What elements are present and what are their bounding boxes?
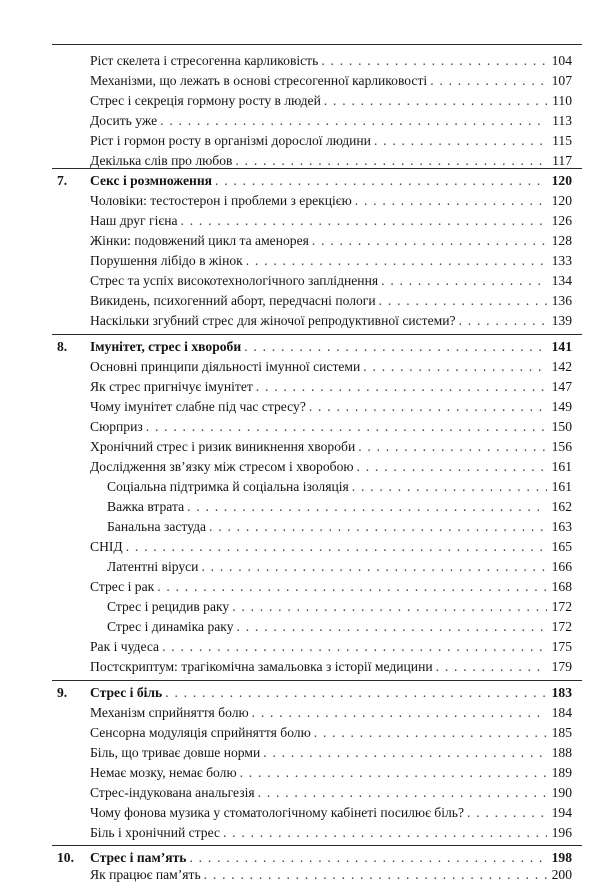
entry-page: 168	[551, 579, 572, 594]
chapter-title: Стрес і пам’ять	[90, 850, 187, 865]
entry-title: Немає мозку, немає болю	[90, 765, 237, 780]
entry-page: 188	[551, 745, 572, 760]
toc-entry	[0, 538, 600, 556]
dot-leader	[363, 358, 547, 376]
entry-page: 150	[551, 419, 572, 434]
chapter-title: Імунітет, стрес і хвороби	[90, 339, 242, 354]
dot-leader	[352, 478, 547, 496]
dot-leader	[215, 172, 547, 190]
toc-entry	[0, 232, 600, 250]
dot-leader	[126, 538, 547, 556]
toc-subentry	[0, 518, 600, 536]
chapter-page: 141	[551, 339, 572, 354]
toc-entry	[0, 724, 600, 742]
entry-title: Банальна застуда	[107, 519, 207, 534]
entry-page: 166	[551, 559, 572, 574]
entry-title: Ріст і гормон росту в організмі дорослої людини	[90, 133, 371, 148]
section-divider	[52, 680, 582, 681]
toc-entry	[0, 804, 600, 822]
entry-title: Біль і хронічний стрес	[90, 825, 220, 840]
dot-leader	[436, 658, 547, 676]
entry-title: Постскриптум: трагікомічна замальовка з історії медицини	[90, 659, 433, 674]
dot-leader	[204, 866, 547, 884]
entry-title: Наш друг гієна	[90, 213, 178, 228]
dot-leader	[201, 558, 547, 576]
dot-leader	[459, 312, 547, 330]
entry-title: Чому імунітет слабне під час стресу?	[90, 399, 306, 414]
toc-entry	[0, 658, 600, 676]
dot-leader	[379, 292, 547, 310]
toc-subentry	[0, 478, 600, 496]
toc-entry	[0, 132, 600, 150]
entry-title: Декілька слів про любов	[90, 153, 233, 168]
entry-page: 104	[551, 53, 572, 68]
entry-title: Механізми, що лежать в основі стресогенної карликовості	[90, 73, 428, 88]
entry-page: 190	[551, 785, 572, 800]
dot-leader	[324, 92, 547, 110]
dot-leader	[358, 438, 547, 456]
dot-leader	[381, 272, 547, 290]
toc-entry	[0, 92, 600, 110]
chapter-number: 8.	[57, 339, 68, 354]
entry-title: Сюрприз	[90, 419, 143, 434]
toc-entry	[0, 764, 600, 782]
entry-title: Механізм сприйняття болю	[90, 705, 249, 720]
section-divider	[52, 845, 582, 846]
entry-title: Соціальна підтримка й соціальна ізоляція	[107, 479, 349, 494]
toc-subentry	[0, 558, 600, 576]
dot-leader	[165, 684, 547, 702]
entry-page: 113	[552, 113, 572, 128]
dot-leader	[263, 744, 547, 762]
entry-page: 128	[551, 233, 572, 248]
entry-title: Стрес і рецидив раку	[107, 599, 230, 614]
dot-leader	[189, 849, 547, 867]
dot-leader	[162, 638, 547, 656]
toc-entry	[0, 292, 600, 310]
entry-title: Стрес-індукована анальгезія	[90, 785, 255, 800]
toc-entry	[0, 398, 600, 416]
dot-leader	[157, 578, 547, 596]
entry-title: Латентні віруси	[107, 559, 199, 574]
entry-page: 149	[551, 399, 572, 414]
entry-page: 107	[551, 73, 572, 88]
entry-title: Викидень, психогенний аборт, передчасні пологи	[90, 293, 376, 308]
chapter-number: 10.	[57, 850, 74, 865]
toc-entry	[0, 378, 600, 396]
toc-entry	[0, 312, 600, 330]
toc-subentry	[0, 618, 600, 636]
entry-title: Як стрес пригнічує імунітет	[90, 379, 253, 394]
entry-title: Стрес і секреція гормону росту в людей	[90, 93, 321, 108]
entry-page: 139	[551, 313, 572, 328]
dot-leader	[312, 232, 547, 250]
entry-page: 117	[552, 153, 572, 168]
dot-leader	[309, 398, 547, 416]
toc-chapter	[0, 172, 600, 190]
dot-leader	[355, 192, 547, 210]
entry-page: 162	[551, 499, 572, 514]
entry-title: Важка втрата	[107, 499, 185, 514]
dot-leader	[258, 784, 547, 802]
entry-title: Чому фонова музика у стоматологічному кабінеті посилює біль?	[90, 805, 465, 820]
toc-entry	[0, 192, 600, 210]
entry-title: Як працює пам’ять	[90, 867, 201, 882]
dot-leader	[146, 418, 547, 436]
entry-page: 179	[551, 659, 572, 674]
dot-leader	[374, 132, 547, 150]
entry-page: 134	[551, 273, 572, 288]
entry-title: Стрес і рак	[90, 579, 155, 594]
entry-page: 142	[551, 359, 572, 374]
entry-title: Наскільки згубний стрес для жіночої репродуктивної системи?	[90, 313, 456, 328]
toc-subentry	[0, 498, 600, 516]
entry-title: Чоловіки: тестостерон і проблеми з ерекцією	[90, 193, 352, 208]
dot-leader	[321, 52, 547, 70]
entry-title: Основні принципи діяльності імунної системи	[90, 359, 361, 374]
toc-entry	[0, 52, 600, 70]
entry-title: Жінки: подовжений цикл та аменорея	[90, 233, 309, 248]
toc-entry	[0, 112, 600, 130]
dot-leader	[256, 378, 547, 396]
entry-page: 161	[551, 479, 572, 494]
dot-leader	[232, 598, 547, 616]
toc-entry	[0, 212, 600, 230]
dot-leader	[357, 458, 547, 476]
entry-page: 147	[551, 379, 572, 394]
entry-page: 184	[551, 705, 572, 720]
entry-title: Стрес та успіх високотехнологічного запліднення	[90, 273, 379, 288]
entry-page: 163	[551, 519, 572, 534]
dot-leader	[240, 764, 547, 782]
entry-title: СНІД	[90, 539, 123, 554]
chapter-number: 9.	[57, 685, 68, 700]
entry-title: Стрес і динаміка раку	[107, 619, 234, 634]
toc-entry	[0, 252, 600, 270]
entry-page: 161	[551, 459, 572, 474]
chapter-page: 198	[551, 850, 572, 865]
section-divider	[52, 44, 582, 45]
entry-page: 172	[551, 599, 572, 614]
toc-entry	[0, 272, 600, 290]
dot-leader	[223, 824, 547, 842]
section-divider	[52, 334, 582, 335]
entry-page: 120	[551, 193, 572, 208]
entry-page: 110	[552, 93, 572, 108]
dot-leader	[237, 618, 547, 636]
entry-page: 200	[551, 867, 572, 882]
entry-title: Дослідження зв’язку між стресом і хворобою	[90, 459, 354, 474]
toc-entry	[0, 744, 600, 762]
toc-entry	[0, 458, 600, 476]
entry-page: 133	[551, 253, 572, 268]
dot-leader	[187, 498, 547, 516]
toc-subentry	[0, 598, 600, 616]
toc-entry	[0, 358, 600, 376]
chapter-page: 183	[551, 685, 572, 700]
toc-entry	[0, 578, 600, 596]
toc-chapter	[0, 684, 600, 702]
dot-leader	[160, 112, 547, 130]
toc-entry	[0, 784, 600, 802]
toc-entry	[0, 866, 600, 884]
entry-page: 185	[551, 725, 572, 740]
entry-page: 189	[551, 765, 572, 780]
dot-leader	[252, 704, 547, 722]
entry-page: 165	[551, 539, 572, 554]
dot-leader	[314, 724, 547, 742]
entry-page: 115	[552, 133, 572, 148]
toc-chapter	[0, 338, 600, 356]
entry-title: Хронічний стрес і ризик виникнення хвороби	[90, 439, 356, 454]
dot-leader	[209, 518, 547, 536]
dot-leader	[246, 252, 547, 270]
toc-entry	[0, 704, 600, 722]
toc-entry	[0, 824, 600, 842]
entry-title: Біль, що триває довше норми	[90, 745, 261, 760]
entry-page: 175	[551, 639, 572, 654]
dot-leader	[244, 338, 547, 356]
toc-entry	[0, 638, 600, 656]
entry-title: Рак і чудеса	[90, 639, 160, 654]
toc-chapter	[0, 849, 600, 867]
entry-title: Досить уже	[90, 113, 158, 128]
dot-leader	[181, 212, 547, 230]
entry-title: Порушення лібідо в жінок	[90, 253, 243, 268]
chapter-title: Стрес і біль	[90, 685, 163, 700]
toc-entry	[0, 418, 600, 436]
chapter-number: 7.	[57, 173, 68, 188]
entry-page: 196	[551, 825, 572, 840]
dot-leader	[430, 72, 547, 90]
chapter-page: 120	[551, 173, 572, 188]
toc-entry	[0, 438, 600, 456]
entry-page: 194	[551, 805, 572, 820]
entry-page: 126	[551, 213, 572, 228]
entry-page: 156	[551, 439, 572, 454]
chapter-title: Секс і розмноження	[90, 173, 213, 188]
entry-page: 136	[551, 293, 572, 308]
entry-title: Ріст скелета і стресогенна карликовість	[90, 53, 319, 68]
section-divider	[52, 168, 582, 169]
dot-leader	[467, 804, 547, 822]
entry-title: Сенсорна модуляція сприйняття болю	[90, 725, 311, 740]
toc-entry	[0, 72, 600, 90]
entry-page: 172	[551, 619, 572, 634]
